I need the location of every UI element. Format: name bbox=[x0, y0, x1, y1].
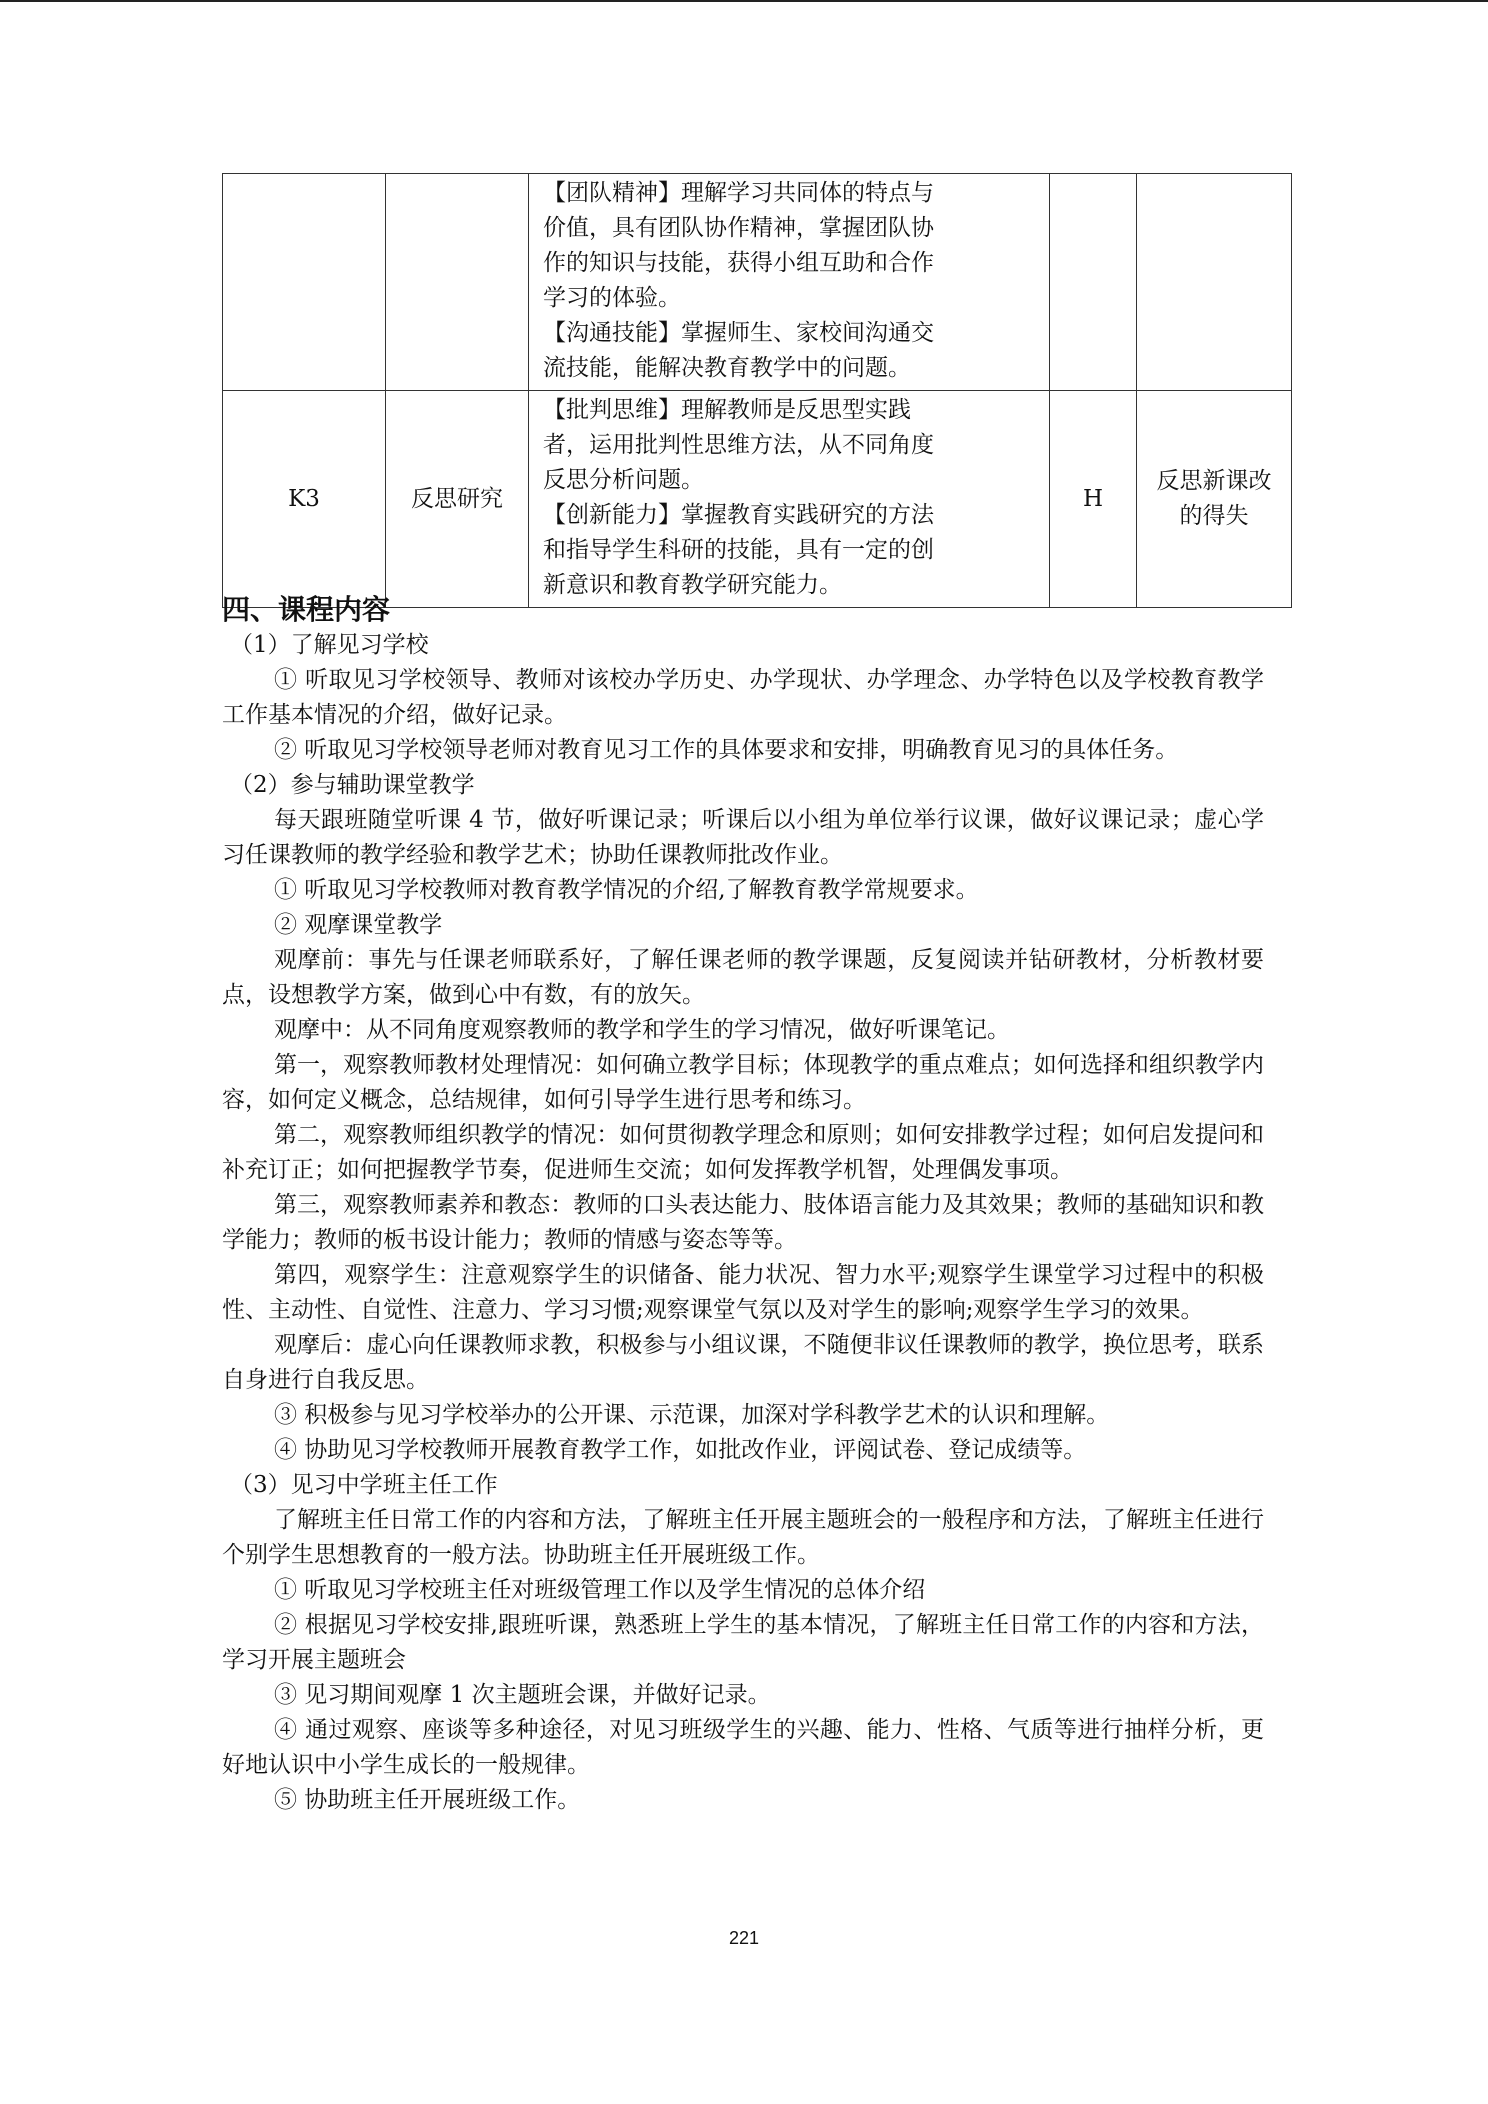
paragraph: ④ 通过观察、座谈等多种途径，对见习班级学生的兴趣、能力、性格、气质等进行抽样分析，更好地认识中小学生成长的一般规律。 bbox=[222, 1717, 1264, 1778]
paragraph: ② 观摩课堂教学 bbox=[274, 912, 443, 938]
description-line: 新意识和教育教学研究能力。 bbox=[543, 572, 842, 598]
description-line: 【团队精神】理解学习共同体的特点与 bbox=[543, 180, 934, 206]
description-line: 作的知识与技能，获得小组互助和合作 bbox=[543, 250, 934, 276]
page-number: 221 bbox=[728, 1928, 760, 1948]
paragraph: ① 听取见习学校教师对教育教学情况的介绍,了解教育教学常规要求。 bbox=[274, 877, 979, 903]
top-border-line bbox=[0, 0, 1488, 2]
table-cell-name: 反思研究 bbox=[386, 391, 529, 608]
paragraph: ③ 积极参与见习学校举办的公开课、示范课，加深对学科教学艺术的认识和理解。 bbox=[274, 1402, 1110, 1428]
paragraph: ① 听取见习学校领导、教师对该校办学历史、办学现状、办学理念、办学特色以及学校教育教学工作基本情况的介绍，做好记录。 bbox=[222, 667, 1264, 728]
subsection-heading: （1）了解见习学校 bbox=[230, 632, 429, 658]
paragraph: ② 听取见习学校领导老师对教育见习工作的具体要求和安排，明确教育见习的具体任务。 bbox=[274, 737, 1179, 763]
paragraph: 了解班主任日常工作的内容和方法，了解班主任开展主题班会的一般程序和方法，了解班主任进行个别学生思想教育的一般方法。协助班主任开展班级工作。 bbox=[222, 1507, 1264, 1568]
paragraph: ② 根据见习学校安排,跟班听课，熟悉班上学生的基本情况，了解班主任日常工作的内容和方法，学习开展主题班会 bbox=[222, 1612, 1264, 1673]
paragraph: 观摩中：从不同角度观察教师的教学和学生的学习情况，做好听课笔记。 bbox=[274, 1017, 1010, 1043]
table-cell-code: K3 bbox=[223, 391, 386, 608]
table-cell-name bbox=[386, 174, 529, 391]
description-line: 价值，具有团队协作精神，掌握团队协 bbox=[543, 215, 934, 241]
paragraph: ④ 协助见习学校教师开展教育教学工作，如批改作业，评阅试卷、登记成绩等。 bbox=[274, 1437, 1087, 1463]
description-line: 学习的体验。 bbox=[543, 285, 681, 311]
table-cell-code bbox=[223, 174, 386, 391]
table-cell-note bbox=[1137, 174, 1292, 391]
table-row bbox=[223, 391, 1292, 608]
paragraph: 观摩后：虚心向任课教师求教，积极参与小组议课，不随便非议任课教师的教学，换位思考，联系自身进行自我反思。 bbox=[222, 1332, 1264, 1393]
table-cell-level bbox=[1050, 174, 1137, 391]
description-line: 者，运用批判性思维方法，从不同角度 bbox=[543, 432, 934, 458]
description-line: 流技能，能解决教育教学中的问题。 bbox=[543, 355, 911, 381]
description-line: 和指导学生科研的技能，具有一定的创 bbox=[543, 537, 934, 563]
table-cell-level: H bbox=[1050, 391, 1137, 608]
paragraph: 第二，观察教师组织教学的情况：如何贯彻教学理念和原则；如何安排教学过程；如何启发提问和补充订正；如何把握教学节奏，促进师生交流；如何发挥教学机智，处理偶发事项。 bbox=[222, 1122, 1264, 1183]
description-line: 【批判思维】理解教师是反思型实践 bbox=[543, 397, 911, 423]
paragraph: ① 听取见习学校班主任对班级管理工作以及学生情况的总体介绍 bbox=[274, 1577, 926, 1603]
paragraph: 第三，观察教师素养和教态：教师的口头表达能力、肢体语言能力及其效果；教师的基础知识和教学能力；教师的板书设计能力；教师的情感与姿态等等。 bbox=[222, 1192, 1264, 1253]
section-heading: 四、课程内容 bbox=[222, 593, 391, 626]
paragraph: 第四，观察学生：注意观察学生的识储备、能力状况、智力水平;观察学生课堂学习过程中的积极性、主动性、自觉性、注意力、学习习惯;观察课堂气氛以及对学生的影响;观察学生学习的效果。 bbox=[222, 1262, 1264, 1323]
course-content-body bbox=[222, 628, 1264, 1818]
paragraph: ⑤ 协助班主任开展班级工作。 bbox=[274, 1787, 581, 1813]
subsection-heading: （3）见习中学班主任工作 bbox=[230, 1472, 498, 1498]
table-cell-description bbox=[529, 174, 1050, 391]
paragraph: 每天跟班随堂听课 4 节，做好听课记录；听课后以小组为单位举行议课，做好议课记录；虚心学习任课教师的教学经验和教学艺术；协助任课教师批改作业。 bbox=[222, 807, 1264, 868]
description-line: 【沟通技能】掌握师生、家校间沟通交 bbox=[543, 320, 934, 346]
paragraph: 观摩前：事先与任课老师联系好，了解任课老师的教学课题，反复阅读并钻研教材，分析教材要点，设想教学方案，做到心中有数，有的放矢。 bbox=[222, 947, 1264, 1008]
paragraph: ③ 见习期间观摩 1 次主题班会课，并做好记录。 bbox=[274, 1682, 771, 1708]
table-cell-note bbox=[1137, 391, 1292, 608]
description-line: 【创新能力】掌握教育实践研究的方法 bbox=[543, 502, 934, 528]
course-outcome-table bbox=[222, 173, 1292, 608]
subsection-heading: （2）参与辅助课堂教学 bbox=[230, 772, 475, 798]
table-row bbox=[223, 174, 1292, 391]
description-line: 反思分析问题。 bbox=[543, 467, 704, 493]
note-text: 反思新课改的得失 bbox=[1156, 468, 1272, 529]
paragraph: 第一，观察教师教材处理情况：如何确立教学目标；体现教学的重点难点；如何选择和组织教学内容，如何定义概念，总结规律，如何引导学生进行思考和练习。 bbox=[222, 1052, 1264, 1113]
table-cell-description bbox=[529, 391, 1050, 608]
